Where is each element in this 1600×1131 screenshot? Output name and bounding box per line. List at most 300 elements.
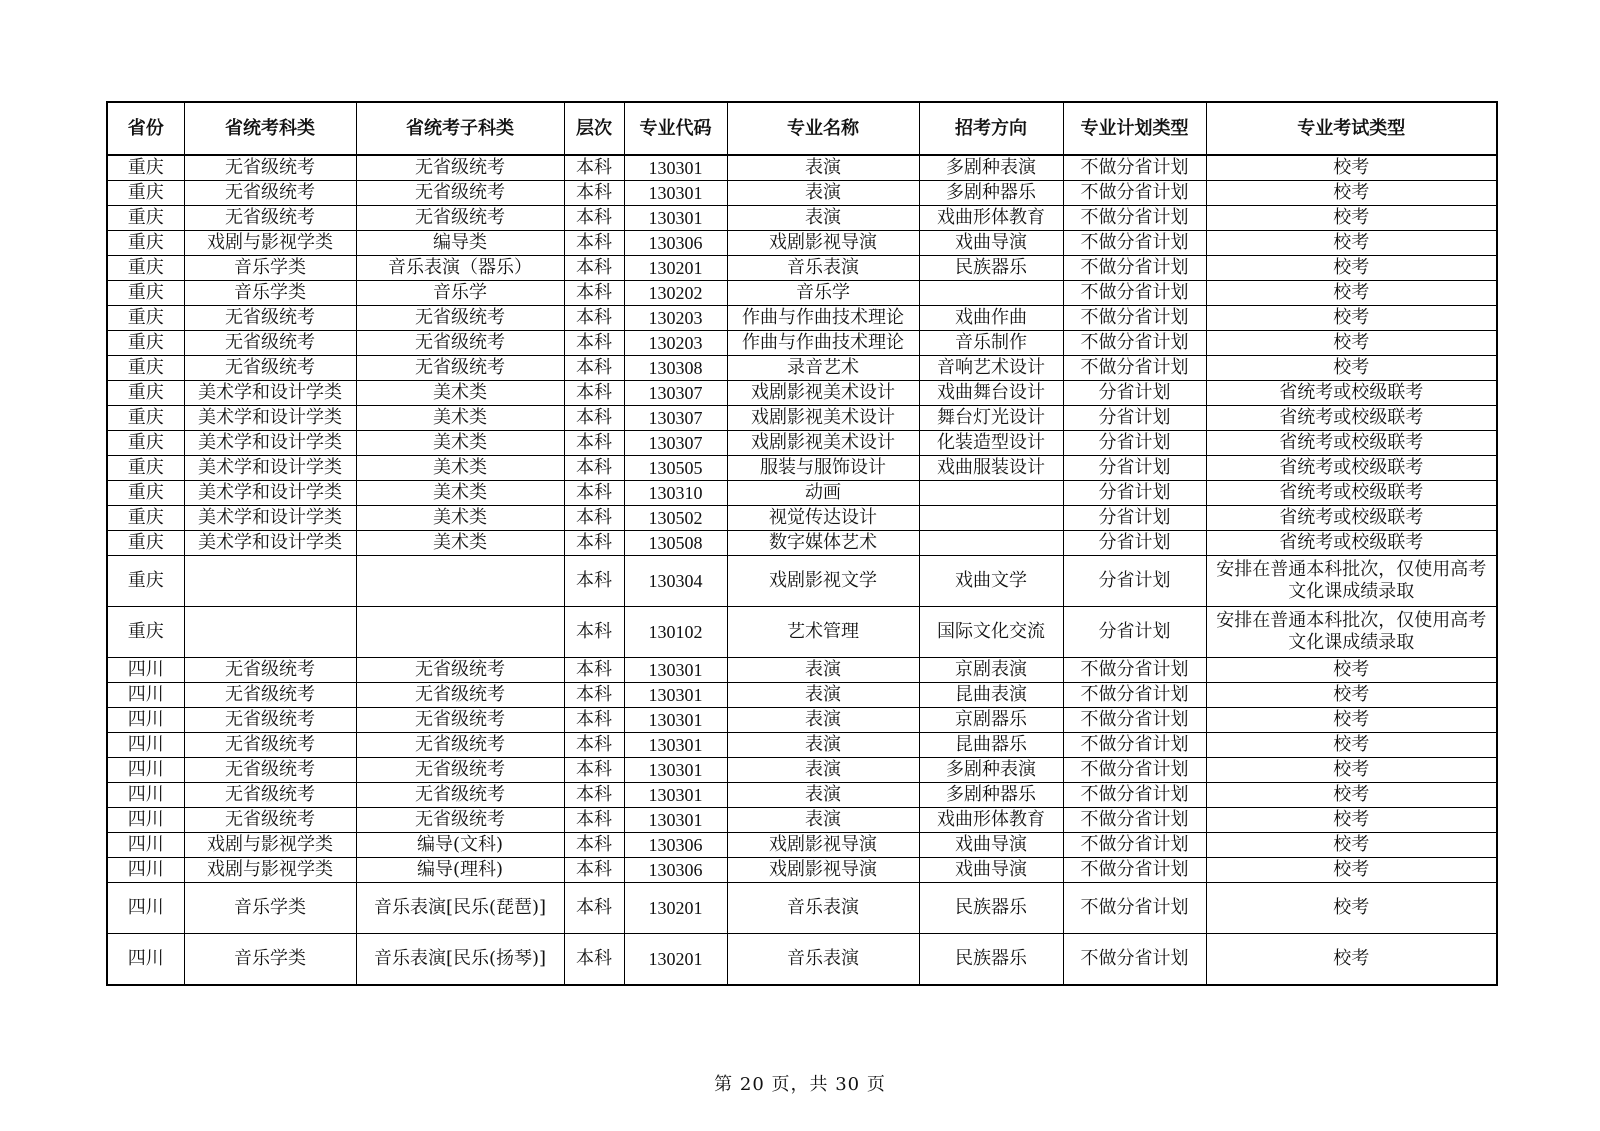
table-cell: 音响艺术设计 xyxy=(919,356,1063,381)
table-cell: 美术学和设计学类 xyxy=(184,381,356,406)
table-cell: 美术学和设计学类 xyxy=(184,506,356,531)
table-cell: 重庆 xyxy=(107,231,184,256)
table-cell xyxy=(919,281,1063,306)
table-cell xyxy=(919,531,1063,556)
table-cell: 艺术管理 xyxy=(727,607,919,658)
table-cell: 重庆 xyxy=(107,607,184,658)
enrollment-table xyxy=(106,101,1498,986)
table-cell: 四川 xyxy=(107,833,184,858)
table-cell: 京剧器乐 xyxy=(919,708,1063,733)
table-cell: 四川 xyxy=(107,658,184,683)
table-cell: 分省计划 xyxy=(1063,381,1206,406)
table-cell: 戏曲形体教育 xyxy=(919,808,1063,833)
table-cell: 音乐表演 xyxy=(727,256,919,281)
table-cell: 表演 xyxy=(727,181,919,206)
table-cell: 130301 xyxy=(624,658,727,683)
table-cell: 本科 xyxy=(564,481,624,506)
table-cell: 130505 xyxy=(624,456,727,481)
table-cell: 音乐学类 xyxy=(184,934,356,986)
table-cell: 130301 xyxy=(624,808,727,833)
table-row xyxy=(107,206,1497,231)
table-cell: 省统考或校级联考 xyxy=(1206,531,1497,556)
table-cell: 重庆 xyxy=(107,181,184,206)
column-header: 省统考子科类 xyxy=(356,102,564,155)
table-cell: 无省级统考 xyxy=(356,683,564,708)
table-cell: 130203 xyxy=(624,331,727,356)
table-cell: 分省计划 xyxy=(1063,506,1206,531)
table-row xyxy=(107,783,1497,808)
table-row xyxy=(107,556,1497,607)
table-cell: 无省级统考 xyxy=(184,331,356,356)
table-cell: 四川 xyxy=(107,858,184,883)
table-cell: 校考 xyxy=(1206,733,1497,758)
table-cell: 戏曲导演 xyxy=(919,858,1063,883)
table-cell: 重庆 xyxy=(107,481,184,506)
table-cell: 音乐学类 xyxy=(184,883,356,934)
table-cell: 校考 xyxy=(1206,356,1497,381)
table-cell: 130307 xyxy=(624,406,727,431)
table-cell: 130301 xyxy=(624,783,727,808)
table-row xyxy=(107,256,1497,281)
table-cell: 不做分省计划 xyxy=(1063,783,1206,808)
table-cell: 130308 xyxy=(624,356,727,381)
table-cell: 戏剧影视美术设计 xyxy=(727,406,919,431)
table-cell: 本科 xyxy=(564,456,624,481)
table-row xyxy=(107,356,1497,381)
table-cell: 不做分省计划 xyxy=(1063,181,1206,206)
table-cell: 戏曲作曲 xyxy=(919,306,1063,331)
table-cell: 本科 xyxy=(564,858,624,883)
table-row xyxy=(107,658,1497,683)
document-page xyxy=(106,101,1496,986)
table-cell: 重庆 xyxy=(107,155,184,181)
table-cell: 多剧种器乐 xyxy=(919,181,1063,206)
table-cell: 130201 xyxy=(624,883,727,934)
table-cell: 校考 xyxy=(1206,281,1497,306)
table-cell: 四川 xyxy=(107,708,184,733)
table-cell: 戏曲服装设计 xyxy=(919,456,1063,481)
table-cell: 本科 xyxy=(564,883,624,934)
table-cell: 作曲与作曲技术理论 xyxy=(727,331,919,356)
table-cell: 录音艺术 xyxy=(727,356,919,381)
table-cell: 不做分省计划 xyxy=(1063,206,1206,231)
table-cell: 130307 xyxy=(624,431,727,456)
column-header: 省份 xyxy=(107,102,184,155)
table-cell: 130301 xyxy=(624,181,727,206)
table-cell: 130508 xyxy=(624,531,727,556)
table-cell: 分省计划 xyxy=(1063,607,1206,658)
table-cell: 本科 xyxy=(564,506,624,531)
table-cell: 本科 xyxy=(564,531,624,556)
table-cell: 130310 xyxy=(624,481,727,506)
table-cell: 戏曲文学 xyxy=(919,556,1063,607)
table-cell: 130301 xyxy=(624,683,727,708)
table-cell: 校考 xyxy=(1206,934,1497,986)
table-cell: 多剧种表演 xyxy=(919,758,1063,783)
table-cell: 130102 xyxy=(624,607,727,658)
table-cell: 130203 xyxy=(624,306,727,331)
table-cell: 戏剧与影视学类 xyxy=(184,833,356,858)
table-row xyxy=(107,231,1497,256)
table-cell: 舞台灯光设计 xyxy=(919,406,1063,431)
table-cell: 昆曲表演 xyxy=(919,683,1063,708)
table-row xyxy=(107,281,1497,306)
table-cell: 戏曲形体教育 xyxy=(919,206,1063,231)
table-row xyxy=(107,733,1497,758)
table-cell: 本科 xyxy=(564,406,624,431)
table-cell: 本科 xyxy=(564,733,624,758)
table-cell: 音乐学类 xyxy=(184,256,356,281)
table-cell xyxy=(356,607,564,658)
table-cell: 数字媒体艺术 xyxy=(727,531,919,556)
table-cell: 美术类 xyxy=(356,456,564,481)
table-cell: 戏曲导演 xyxy=(919,833,1063,858)
table-cell xyxy=(919,506,1063,531)
table-cell: 无省级统考 xyxy=(356,206,564,231)
table-cell: 无省级统考 xyxy=(184,783,356,808)
table-cell: 民族器乐 xyxy=(919,883,1063,934)
table-row xyxy=(107,306,1497,331)
table-cell: 音乐制作 xyxy=(919,331,1063,356)
table-cell: 省统考或校级联考 xyxy=(1206,456,1497,481)
table-cell: 四川 xyxy=(107,934,184,986)
table-cell: 无省级统考 xyxy=(356,783,564,808)
table-cell: 美术类 xyxy=(356,431,564,456)
table-cell: 本科 xyxy=(564,331,624,356)
column-header: 省统考科类 xyxy=(184,102,356,155)
table-cell: 重庆 xyxy=(107,556,184,607)
table-cell: 本科 xyxy=(564,833,624,858)
table-cell: 130301 xyxy=(624,733,727,758)
table-cell xyxy=(184,607,356,658)
table-cell: 本科 xyxy=(564,206,624,231)
table-cell: 重庆 xyxy=(107,456,184,481)
table-cell: 校考 xyxy=(1206,658,1497,683)
table-cell: 不做分省计划 xyxy=(1063,808,1206,833)
table-cell: 130301 xyxy=(624,758,727,783)
table-cell: 四川 xyxy=(107,758,184,783)
table-cell: 不做分省计划 xyxy=(1063,231,1206,256)
table-cell: 省统考或校级联考 xyxy=(1206,431,1497,456)
table-cell: 本科 xyxy=(564,934,624,986)
table-cell: 无省级统考 xyxy=(184,206,356,231)
table-cell: 不做分省计划 xyxy=(1063,658,1206,683)
table-cell: 表演 xyxy=(727,808,919,833)
table-cell: 戏剧影视导演 xyxy=(727,231,919,256)
table-cell: 本科 xyxy=(564,281,624,306)
table-cell: 校考 xyxy=(1206,256,1497,281)
table-cell: 戏剧影视导演 xyxy=(727,833,919,858)
table-cell: 戏剧影视美术设计 xyxy=(727,431,919,456)
table-cell: 无省级统考 xyxy=(184,181,356,206)
table-row xyxy=(107,858,1497,883)
table-cell: 不做分省计划 xyxy=(1063,733,1206,758)
table-cell: 不做分省计划 xyxy=(1063,155,1206,181)
table-cell: 分省计划 xyxy=(1063,406,1206,431)
table-cell: 校考 xyxy=(1206,331,1497,356)
table-cell: 四川 xyxy=(107,733,184,758)
table-cell: 表演 xyxy=(727,206,919,231)
table-cell xyxy=(184,556,356,607)
table-cell: 无省级统考 xyxy=(356,306,564,331)
page-number-footer: 第 20 页，共 30 页 xyxy=(714,1074,886,1095)
table-cell: 美术类 xyxy=(356,406,564,431)
table-row xyxy=(107,683,1497,708)
table-cell: 不做分省计划 xyxy=(1063,306,1206,331)
table-cell: 重庆 xyxy=(107,206,184,231)
table-cell: 京剧表演 xyxy=(919,658,1063,683)
table-cell: 音乐表演（器乐） xyxy=(356,256,564,281)
table-cell: 四川 xyxy=(107,783,184,808)
table-row xyxy=(107,607,1497,658)
table-cell: 重庆 xyxy=(107,281,184,306)
table-cell: 校考 xyxy=(1206,206,1497,231)
table-cell: 编导(文科) xyxy=(356,833,564,858)
table-cell: 130304 xyxy=(624,556,727,607)
table-cell: 重庆 xyxy=(107,506,184,531)
table-row xyxy=(107,883,1497,934)
table-row xyxy=(107,833,1497,858)
table-cell: 不做分省计划 xyxy=(1063,934,1206,986)
table-cell: 编导(理科) xyxy=(356,858,564,883)
table-cell: 戏剧影视文学 xyxy=(727,556,919,607)
table-cell: 本科 xyxy=(564,758,624,783)
table-cell: 130307 xyxy=(624,381,727,406)
table-cell: 重庆 xyxy=(107,406,184,431)
table-row xyxy=(107,406,1497,431)
table-cell: 校考 xyxy=(1206,883,1497,934)
table-cell: 本科 xyxy=(564,708,624,733)
table-cell: 校考 xyxy=(1206,155,1497,181)
table-cell: 分省计划 xyxy=(1063,431,1206,456)
table-cell: 本科 xyxy=(564,658,624,683)
table-cell: 美术学和设计学类 xyxy=(184,456,356,481)
column-header: 招考方向 xyxy=(919,102,1063,155)
table-row xyxy=(107,481,1497,506)
table-cell: 音乐表演[民乐(琵琶)] xyxy=(356,883,564,934)
table-cell: 不做分省计划 xyxy=(1063,356,1206,381)
table-cell: 化装造型设计 xyxy=(919,431,1063,456)
table-cell: 动画 xyxy=(727,481,919,506)
table-cell: 戏剧影视美术设计 xyxy=(727,381,919,406)
table-cell: 130306 xyxy=(624,231,727,256)
table-cell: 无省级统考 xyxy=(356,356,564,381)
table-cell: 省统考或校级联考 xyxy=(1206,406,1497,431)
table-cell: 四川 xyxy=(107,808,184,833)
table-cell: 重庆 xyxy=(107,306,184,331)
table-row xyxy=(107,456,1497,481)
column-header: 专业代码 xyxy=(624,102,727,155)
table-cell: 校考 xyxy=(1206,306,1497,331)
table-cell: 音乐表演[民乐(扬琴)] xyxy=(356,934,564,986)
table-cell xyxy=(919,481,1063,506)
table-cell: 表演 xyxy=(727,783,919,808)
table-cell: 民族器乐 xyxy=(919,934,1063,986)
table-cell: 本科 xyxy=(564,231,624,256)
table-cell: 重庆 xyxy=(107,356,184,381)
table-cell: 不做分省计划 xyxy=(1063,858,1206,883)
table-row xyxy=(107,155,1497,181)
table-cell: 表演 xyxy=(727,155,919,181)
table-cell: 无省级统考 xyxy=(356,658,564,683)
table-cell: 安排在普通本科批次，仅使用高考文化课成绩录取 xyxy=(1206,607,1497,658)
table-cell: 戏剧与影视学类 xyxy=(184,231,356,256)
table-cell: 校考 xyxy=(1206,858,1497,883)
table-cell: 本科 xyxy=(564,256,624,281)
table-cell: 校考 xyxy=(1206,783,1497,808)
table-cell: 本科 xyxy=(564,556,624,607)
table-cell: 无省级统考 xyxy=(184,808,356,833)
table-cell: 四川 xyxy=(107,883,184,934)
table-cell: 安排在普通本科批次，仅使用高考文化课成绩录取 xyxy=(1206,556,1497,607)
table-cell: 校考 xyxy=(1206,808,1497,833)
table-row xyxy=(107,934,1497,986)
table-cell: 省统考或校级联考 xyxy=(1206,481,1497,506)
table-cell: 校考 xyxy=(1206,181,1497,206)
table-cell: 130202 xyxy=(624,281,727,306)
table-cell: 本科 xyxy=(564,155,624,181)
table-cell: 分省计划 xyxy=(1063,556,1206,607)
table-cell: 美术学和设计学类 xyxy=(184,406,356,431)
table-cell: 130301 xyxy=(624,155,727,181)
table-cell: 民族器乐 xyxy=(919,256,1063,281)
table-cell: 国际文化交流 xyxy=(919,607,1063,658)
table-cell: 美术类 xyxy=(356,481,564,506)
table-cell: 130201 xyxy=(624,934,727,986)
table-cell: 本科 xyxy=(564,607,624,658)
table-cell: 表演 xyxy=(727,658,919,683)
column-header: 层次 xyxy=(564,102,624,155)
table-cell: 戏剧影视导演 xyxy=(727,858,919,883)
table-cell: 四川 xyxy=(107,683,184,708)
table-cell: 130301 xyxy=(624,708,727,733)
table-row xyxy=(107,758,1497,783)
table-cell: 无省级统考 xyxy=(184,155,356,181)
table-row xyxy=(107,708,1497,733)
table-cell: 不做分省计划 xyxy=(1063,331,1206,356)
table-cell: 省统考或校级联考 xyxy=(1206,506,1497,531)
table-cell: 本科 xyxy=(564,683,624,708)
table-cell: 音乐学 xyxy=(727,281,919,306)
table-cell: 无省级统考 xyxy=(356,708,564,733)
table-cell: 音乐表演 xyxy=(727,934,919,986)
table-cell: 美术学和设计学类 xyxy=(184,531,356,556)
table-row xyxy=(107,331,1497,356)
table-cell: 表演 xyxy=(727,708,919,733)
table-cell: 重庆 xyxy=(107,381,184,406)
table-cell: 表演 xyxy=(727,733,919,758)
table-cell: 省统考或校级联考 xyxy=(1206,381,1497,406)
table-cell: 校考 xyxy=(1206,231,1497,256)
table-cell: 不做分省计划 xyxy=(1063,883,1206,934)
table-cell: 美术学和设计学类 xyxy=(184,481,356,506)
table-cell: 本科 xyxy=(564,356,624,381)
table-cell: 不做分省计划 xyxy=(1063,708,1206,733)
table-cell: 本科 xyxy=(564,783,624,808)
table-row xyxy=(107,381,1497,406)
table-cell: 无省级统考 xyxy=(356,181,564,206)
table-cell: 戏剧与影视学类 xyxy=(184,858,356,883)
table-header-row xyxy=(107,102,1497,155)
table-cell: 无省级统考 xyxy=(184,306,356,331)
table-cell: 无省级统考 xyxy=(184,708,356,733)
table-cell: 无省级统考 xyxy=(184,658,356,683)
table-cell: 作曲与作曲技术理论 xyxy=(727,306,919,331)
table-cell: 重庆 xyxy=(107,256,184,281)
table-cell: 130306 xyxy=(624,858,727,883)
table-row xyxy=(107,808,1497,833)
table-cell: 无省级统考 xyxy=(184,733,356,758)
table-cell: 不做分省计划 xyxy=(1063,833,1206,858)
table-cell: 视觉传达设计 xyxy=(727,506,919,531)
table-cell: 无省级统考 xyxy=(184,683,356,708)
table-cell: 多剧种表演 xyxy=(919,155,1063,181)
table-cell: 美术学和设计学类 xyxy=(184,431,356,456)
table-cell: 无省级统考 xyxy=(356,331,564,356)
table-cell: 美术类 xyxy=(356,381,564,406)
table-cell: 本科 xyxy=(564,306,624,331)
table-cell xyxy=(356,556,564,607)
table-cell: 昆曲器乐 xyxy=(919,733,1063,758)
table-cell: 不做分省计划 xyxy=(1063,256,1206,281)
column-header: 专业计划类型 xyxy=(1063,102,1206,155)
table-cell: 本科 xyxy=(564,181,624,206)
table-cell: 音乐表演 xyxy=(727,883,919,934)
table-cell: 戏曲舞台设计 xyxy=(919,381,1063,406)
table-cell: 不做分省计划 xyxy=(1063,683,1206,708)
table-cell: 校考 xyxy=(1206,833,1497,858)
table-cell: 音乐学类 xyxy=(184,281,356,306)
table-cell: 编导类 xyxy=(356,231,564,256)
table-cell: 不做分省计划 xyxy=(1063,758,1206,783)
column-header: 专业名称 xyxy=(727,102,919,155)
table-cell: 服装与服饰设计 xyxy=(727,456,919,481)
table-cell: 分省计划 xyxy=(1063,456,1206,481)
table-cell: 130201 xyxy=(624,256,727,281)
table-cell: 本科 xyxy=(564,808,624,833)
table-row xyxy=(107,431,1497,456)
table-cell: 校考 xyxy=(1206,758,1497,783)
table-cell: 无省级统考 xyxy=(184,758,356,783)
table-cell: 校考 xyxy=(1206,708,1497,733)
table-cell: 美术类 xyxy=(356,531,564,556)
table-cell: 多剧种器乐 xyxy=(919,783,1063,808)
table-cell: 本科 xyxy=(564,381,624,406)
table-cell: 表演 xyxy=(727,683,919,708)
table-cell: 130306 xyxy=(624,833,727,858)
table-cell: 不做分省计划 xyxy=(1063,281,1206,306)
table-cell: 表演 xyxy=(727,758,919,783)
table-cell: 无省级统考 xyxy=(356,733,564,758)
table-cell: 本科 xyxy=(564,431,624,456)
table-row xyxy=(107,506,1497,531)
table-cell: 校考 xyxy=(1206,683,1497,708)
table-cell: 分省计划 xyxy=(1063,531,1206,556)
table-cell: 戏曲导演 xyxy=(919,231,1063,256)
table-cell: 重庆 xyxy=(107,331,184,356)
table-cell: 无省级统考 xyxy=(356,155,564,181)
table-row xyxy=(107,531,1497,556)
table-body xyxy=(107,155,1497,985)
table-cell: 无省级统考 xyxy=(356,808,564,833)
table-cell: 重庆 xyxy=(107,431,184,456)
table-cell: 重庆 xyxy=(107,531,184,556)
table-cell: 130301 xyxy=(624,206,727,231)
column-header: 专业考试类型 xyxy=(1206,102,1497,155)
table-cell: 无省级统考 xyxy=(356,758,564,783)
table-cell: 无省级统考 xyxy=(184,356,356,381)
table-cell: 音乐学 xyxy=(356,281,564,306)
